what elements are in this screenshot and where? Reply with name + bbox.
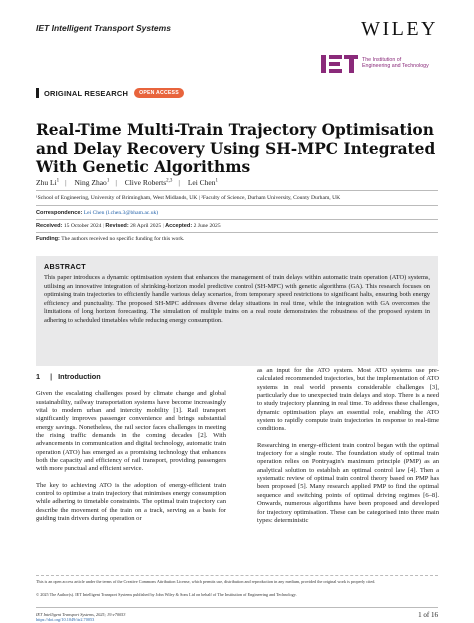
publisher-logo[interactable]: WILEY	[361, 18, 438, 40]
revised-label: Revised:	[105, 223, 129, 229]
page-number: 1 of 16	[418, 611, 438, 619]
copyright-notice: © 2025 The Author(s). IET Intelligent Transport Systems published by John Wiley & Sons Ltd on behalf of The Institution of Engineering and Technology.	[36, 592, 297, 597]
dates: Received: 15 October 2024 | Revised: 28 April 2025 | Accepted: 2 June 2025	[36, 223, 221, 229]
correspondence-email-link[interactable]: Lei Chen (l.chen.3@bham.ac.uk)	[83, 210, 159, 216]
left-column	[36, 366, 226, 532]
author-sup: 1	[106, 178, 110, 184]
author-name[interactable]: Clive Roberts	[124, 178, 167, 187]
author-separator: |	[65, 178, 67, 187]
type-bar	[36, 88, 39, 98]
paragraph: as an input for the ATO system. Most ATO systems use pre-calculated recommended trajectories, but the implementation of ATO systems in real world presents considerable challenges [3], particularly due to unexpected train delays and stop. There is a need to study trajectory planning in real time. To address these challenges, dynamic optimisation plays an essential role, enabling the ATO system to rapidly compute train trajectories in response to real-time conditions.	[257, 367, 439, 433]
author-separator: |	[178, 178, 180, 187]
author-separator: |	[115, 178, 117, 187]
correspondence-label: Correspondence:	[36, 210, 83, 216]
license-notice: This is an open access article under the terms of the Creative Commons Attribution License, which permits use, distribution and reproduction in any medium, provided the original work is properly cited.	[36, 579, 376, 584]
iet-mark-icon	[321, 54, 359, 74]
funding	[36, 236, 184, 242]
footer-divider	[36, 607, 438, 608]
paragraph: The key to achieving ATO is the adoption of energy-efficient train control to optimise a train trajectory that minimises energy consumption while adhering to timetable constraints. The optimal train trajectory can describe the movement of the train on a track, serving as a basis for guiding train drivers during operation or	[36, 481, 226, 523]
doi-link[interactable]: https://doi.org/10.1049/itr2.70053	[36, 617, 95, 623]
iet-logo-line2: Engineering and Technology	[362, 63, 429, 70]
revised-date: 28 April 2025	[130, 223, 162, 229]
received-date: 15 October 2024	[63, 223, 102, 229]
section-bar: |	[50, 372, 53, 381]
section-number: 1	[36, 372, 41, 381]
accepted-date: 2 June 2025	[193, 223, 221, 229]
footer-divider	[36, 575, 438, 576]
divider	[36, 219, 438, 220]
divider	[36, 205, 438, 206]
journal-name: IET Intelligent Transport Systems	[36, 23, 171, 33]
section-title: Introduction	[58, 372, 101, 381]
footer-journal-ref	[36, 612, 125, 623]
section-heading	[36, 373, 226, 381]
paragraph: Given the escalating challenges posed by climate change and global sustainability, railway transportation systems have become increasingly vital to modern urban and intercity mobility [1]. Rail transport significantly improves passenger convenience and brings substantial energy savings. Nonetheless, the rail sector faces challenges in meeting the rising traffic demands in the coming decades [2]. With advancements in communication and digital technology, automatic train operation (ATO) has emerged as a promising technology that enhances both the capacity and efficiency of rail transport, providing passengers with more punctual and efficient service.	[36, 390, 226, 473]
divider	[36, 190, 438, 191]
iet-logo-text	[362, 57, 429, 69]
article-type-row	[36, 88, 184, 98]
journal-ref: IET Intelligent Transport Systems, 2025; 19:e70053	[36, 612, 126, 617]
divider	[36, 232, 438, 233]
article-title: Real-Time Multi-Train Trajectory Optimisation and Delay Recovery Using SH-MPC Integrated With Genetic Algorithms	[36, 121, 436, 176]
paragraph: Researching in energy-efficient train control began with the optimal trajectory for a single route. The foundation study of optimal train operation relies on Pontryagin's maximum principle (PMP) as an analytical solution to establish an optimal control law [4]. Then a systematic review of optimal train control theory based on PMP has been proposed [5]. Many research applied PMP to find the optimal sequence and switching points of optimal driving regimes [6–8]. Onwards, numerous algorithms have been proposed and developed for trajectory optimisation. These can be categorised into three main types: deterministic	[257, 441, 439, 524]
abstract-box	[36, 256, 438, 366]
author-sup: 1	[215, 178, 219, 184]
funding-text: The authors received no specific funding for this work.	[61, 236, 185, 242]
accepted-label: Accepted:	[165, 223, 193, 229]
open-access-badge: OPEN ACCESS	[134, 88, 184, 98]
funding-label: Funding:	[36, 236, 60, 242]
abstract-heading: ABSTRACT	[44, 262, 86, 271]
correspondence	[36, 210, 158, 216]
author-name[interactable]: Ning Zhao	[74, 178, 107, 187]
author-list	[36, 178, 218, 187]
right-column	[257, 367, 439, 533]
iet-logo-line1: The Institution of	[362, 57, 402, 63]
abstract-text: This paper introduces a dynamic optimisation system that enhances the management of train delays within automatic train operation (ATO) systems, utilising an innovative integration of shrinking-horizon model predictive control (SH-MPC) with genetic algorithms (GA). This research focuses on optimising train trajectories to efficiently handle various delay scenarios, from temporary speed restrictions to significant halts, ensuring both energy efficiency and punctuality. The proposed SH-MPC addresses diverse delay situations in real time, while the integration with GA overcomes the limitations of long horizon forecasting. The simulation of multiple trains on a real route demonstrates the robustness of the proposed system in adhering to scheduled timetables while reducing energy consumption.	[44, 274, 430, 324]
author-sup: 1	[56, 178, 60, 184]
received-label: Received:	[36, 223, 63, 229]
author-sup: 2,3	[166, 178, 173, 184]
author-name[interactable]: Lei Chen	[187, 178, 216, 187]
article-type: ORIGINAL RESEARCH	[44, 88, 129, 98]
author-name[interactable]: Zhu Li	[36, 178, 57, 187]
iet-logo[interactable]	[321, 54, 441, 76]
affiliations: ¹School of Engineering, University of Brimingham, West Midlands, UK | ²Faculty of Science, Durham University, County Durham, UK	[36, 195, 341, 201]
